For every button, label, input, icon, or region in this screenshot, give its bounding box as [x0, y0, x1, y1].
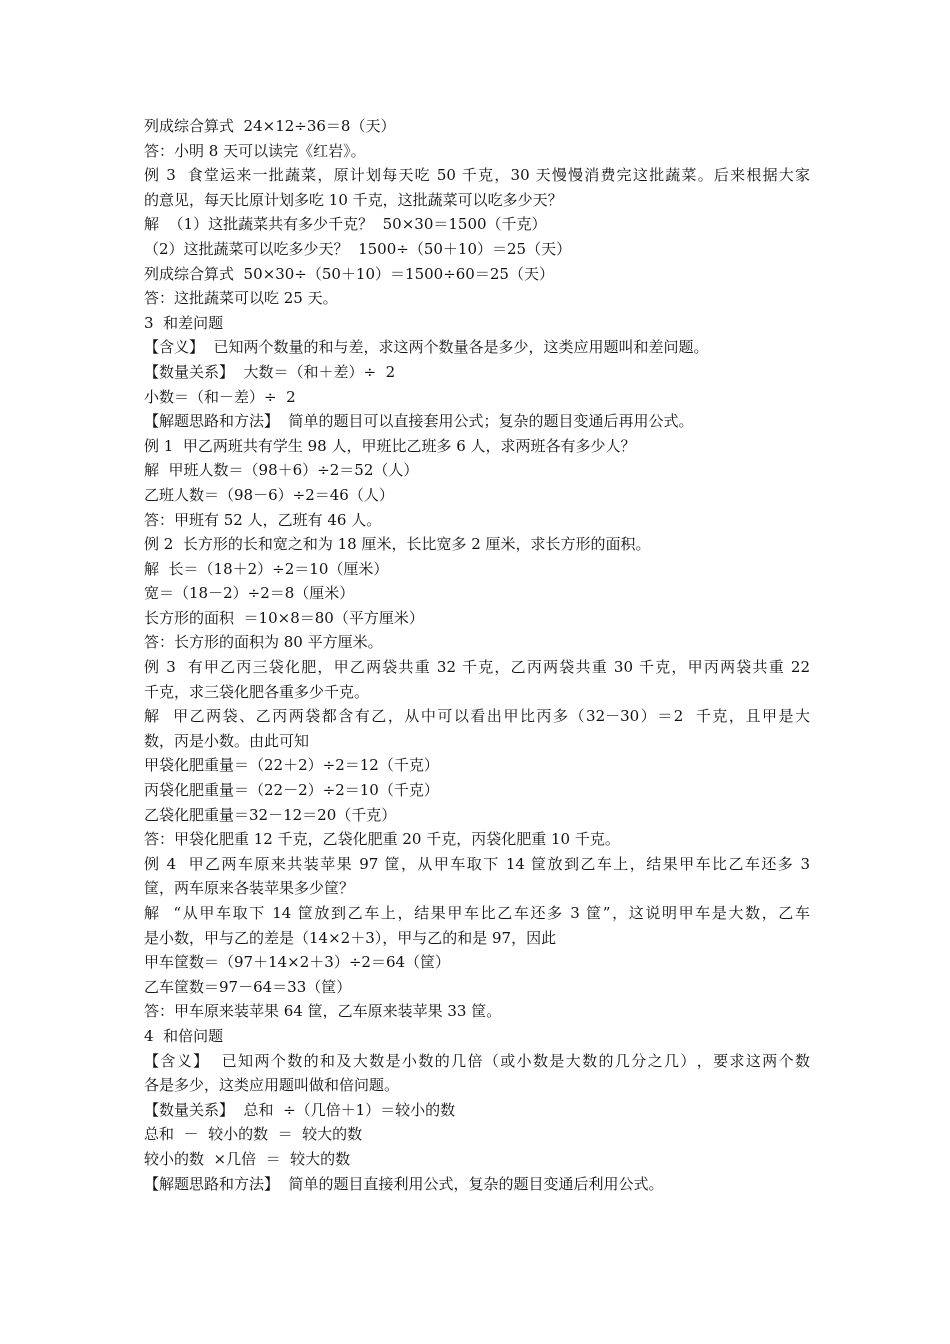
text-line: 宽＝（18－2）÷2＝8（厘米）: [144, 584, 355, 603]
document-body: [144, 114, 810, 1196]
text-line: 答：长方形的面积为 80 平方厘米。: [144, 633, 383, 652]
text-line: 乙袋化肥重量＝32－12＝20（千克）: [144, 805, 397, 824]
text-line: 解 长＝（18＋2）÷2＝10（厘米）: [144, 559, 389, 578]
text-line: 解 甲班人数＝（98＋6）÷2＝52（人）: [144, 461, 419, 480]
text-line: 乙车筐数＝97－64＝33（筐）: [144, 977, 352, 996]
text-line: 甲车筐数＝（97＋14×2＋3）÷2＝64（筐）: [144, 953, 451, 972]
text-line: 答：甲袋化肥重 12 千克，乙袋化肥重 20 千克，丙袋化肥重 10 千克。: [144, 830, 620, 849]
text-line: 列成综合算式 50×30÷（50＋10）＝1500÷60＝25（天）: [144, 264, 554, 283]
text-line: 解​ ​ ​甲​乙​两​袋​、​乙​丙​两​袋​都​含​有​乙​，​从​中​可​以​看​出​甲​比​丙​多​（​3​2​－​3​0​）​＝​2​ ​ ​千​克​，​且​甲​是​大: [144, 707, 810, 726]
text-line: 3 和差问题: [144, 313, 224, 332]
text-line: 例 1 甲乙两班共有学生 98 人，甲班比乙班多 6 人，求两班各有多少人？: [144, 436, 636, 455]
text-line: 例 2 长方形的长和宽之和为 18 厘米，长比宽多 2 厘米，求长方形的面积。: [144, 535, 651, 554]
text-line: 筐，两车原来各装苹果多少筐？: [144, 879, 355, 898]
text-line: 千克，求三袋化肥各重多少千克。: [144, 682, 370, 701]
text-line: 是小数，甲与乙的差是（14×2＋3），甲与乙的和是 97，因此: [144, 928, 557, 947]
text-line: 列成综合算式 24×12÷36＝8（天）: [144, 117, 396, 135]
text-line: 答：小明 8 天可以读完《红岩》。: [144, 141, 366, 160]
text-line: 丙袋化肥重量＝（22－2）÷2＝10（千克）: [144, 781, 439, 800]
text-line: 数，丙是小数。由此可知: [144, 731, 310, 750]
text-line: 解 （1）这批蔬菜共有多少千克？ 50×30＝1500（千克）: [144, 215, 547, 234]
text-line: 【含义】 已知两个数量的和与差，求这两个数量各是多少，这类应用题叫和差问题。: [144, 338, 709, 357]
text-line: 【解题思路和方法】 简单的题目可以直接套用公式；复杂的题目变通后再用公式。: [144, 412, 694, 431]
text-line: 4 和倍问题: [144, 1026, 224, 1045]
text-line: 例​ ​4​ ​ ​甲​乙​两​车​原​来​共​装​苹​果​ ​9​7​ ​筐​，​从​甲​车​取​下​ ​1​4​ ​筐​放​到​乙​车​上​，​结​果​甲​车​比​乙​车​还​多​ ​3: [144, 854, 810, 873]
text-line: 小数＝（和－差）÷ 2: [144, 387, 296, 406]
text-line: 【数量关系】 大数＝（和＋差）÷ 2: [144, 362, 396, 381]
text-line: 【数量关系】 总和 ÷（几倍＋1）＝较小的数: [144, 1100, 456, 1119]
text-line: 解​ ​ ​“​从​甲​车​取​下​ ​1​4​ ​筐​放​到​乙​车​上​，​结​果​甲​车​比​乙​车​还​多​ ​3​ ​筐​”​，​这​说​明​甲​车​是​大​数​，​乙​车: [144, 904, 810, 922]
text-line: 【解题思路和方法】 简单的题目直接利用公式，复杂的题目变通后利用公式。: [144, 1174, 664, 1193]
text-line: 各是多少，这类应用题叫做和倍问题。: [144, 1076, 400, 1095]
text-line: 总和 － 较小的数 ＝ 较大的数: [144, 1125, 363, 1144]
text-line: 例​ ​3​ ​ ​食​堂​运​来​一​批​蔬​菜​，​原​计​划​每​天​吃​ ​5​0​ ​千​克​，​3​0​ ​天​慢​慢​消​费​完​这​批​蔬​菜​。​后​来​根​据​大​家: [144, 166, 810, 185]
text-line: 较小的数 ×几倍 ＝ 较大的数: [144, 1149, 351, 1168]
text-line: 答：甲班有 52 人，乙班有 46 人。: [144, 510, 382, 529]
text-line: 【​含​义​】​ ​ ​已​知​两​个​数​的​和​及​大​数​是​小​数​的​几​倍​（​或​小​数​是​大​数​的​几​分​之​几​）​，​要​求​这​两​个​数: [144, 1051, 810, 1070]
text-line: 的意见，每天比原计划多吃 10 千克，这批蔬菜可以吃多少天？: [144, 190, 563, 209]
text-line: 答：甲车原来装苹果 64 筐，乙车原来装苹果 33 筐。: [144, 1002, 502, 1021]
text-line: 甲袋化肥重量＝（22＋2）÷2＝12（千克）: [144, 756, 439, 775]
text-line: 长方形的面积 ＝10×8＝80（平方厘米）: [144, 608, 424, 627]
text-line: 例​ ​3​ ​ ​有​甲​乙​丙​三​袋​化​肥​，​甲​乙​两​袋​共​重​ ​3​2​ ​千​克​，​乙​丙​两​袋​共​重​ ​3​0​ ​千​克​，​甲​丙​两​袋​共​重​ ​2​2: [144, 658, 810, 677]
text-line: （2）这批蔬菜可以吃多少天？ 1500÷（50＋10）＝25（天）: [144, 239, 572, 258]
text-line: 乙班人数＝（98－6）÷2＝46（人）: [144, 485, 394, 504]
text-line: 答：这批蔬菜可以吃 25 天。: [144, 289, 338, 308]
